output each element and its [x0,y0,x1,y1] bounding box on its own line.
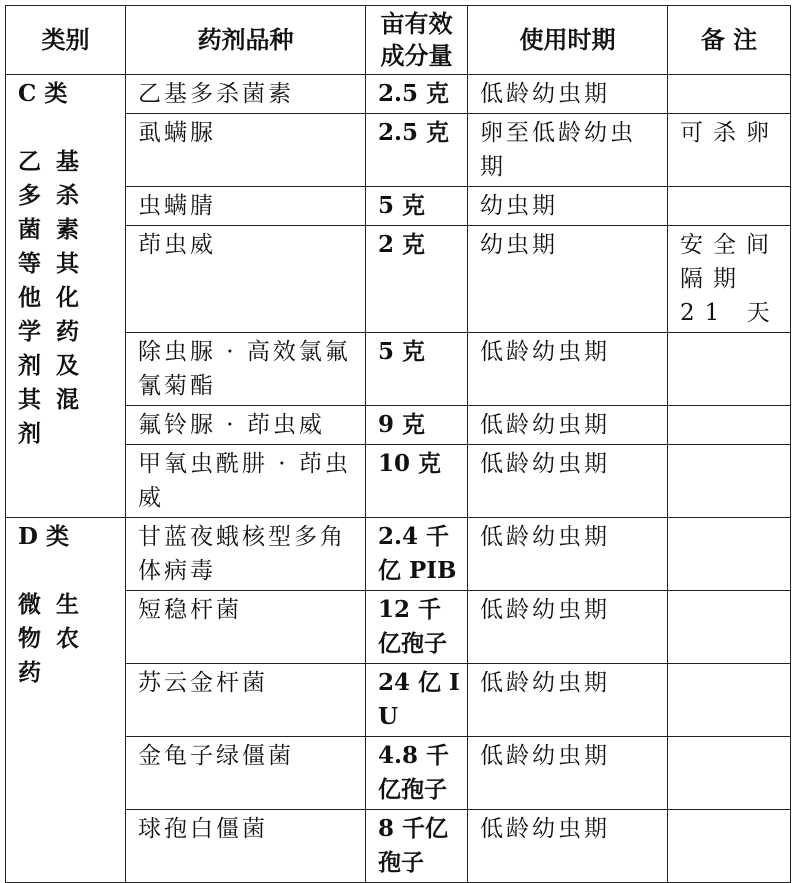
note-cell: 可杀卵 [668,114,791,187]
note-cell [668,187,791,226]
pesticide-table [5,5,791,883]
agent-cell: 甘蓝夜蛾核型多角体病毒 [126,518,366,591]
period-cell: 低龄幼虫期 [468,333,668,406]
table-row [6,75,791,114]
period-cell: 卵至低龄幼虫期 [468,114,668,187]
period-cell: 低龄幼虫期 [468,810,668,883]
table-row [6,518,791,591]
period-cell: 低龄幼虫期 [468,406,668,445]
note-cell [668,445,791,518]
agent-cell: 除虫脲 · 高效氯氟氰菊酯 [126,333,366,406]
period-cell: 低龄幼虫期 [468,518,668,591]
agent-cell: 金龟子绿僵菌 [126,737,366,810]
agent-cell: 虫螨腈 [126,187,366,226]
agent-cell: 球孢白僵菌 [126,810,366,883]
period-cell: 幼虫期 [468,226,668,333]
dose-cell: 10 克 [366,445,468,518]
dose-cell: 2.5 克 [366,114,468,187]
agent-cell: 乙基多杀菌素 [126,75,366,114]
category-d-desc: 微生物农药 [18,591,94,686]
agent-cell: 氟铃脲 · 茚虫威 [126,406,366,445]
period-cell: 低龄幼虫期 [468,737,668,810]
dose-cell: 4.8 千亿孢子 [366,737,468,810]
dose-cell: 2.4 千亿 PIB [366,518,468,591]
period-cell: 低龄幼虫期 [468,591,668,664]
header-note: 备 注 [668,6,791,75]
dose-cell: 5 克 [366,187,468,226]
period-cell: 幼虫期 [468,187,668,226]
note-cell [668,518,791,591]
header-category: 类别 [6,6,126,75]
agent-cell: 虱螨脲 [126,114,366,187]
dose-cell: 8 千亿孢子 [366,810,468,883]
dose-cell: 2.5 克 [366,75,468,114]
category-c-cell [6,75,126,518]
note-cell [668,591,791,664]
dose-cell: 24 亿 IU [366,664,468,737]
agent-cell: 苏云金杆菌 [126,664,366,737]
header-agent: 药剂品种 [126,6,366,75]
agent-cell: 短稳杆菌 [126,591,366,664]
category-d-title: D 类 [18,523,69,550]
dose-cell: 2 克 [366,226,468,333]
period-cell: 低龄幼虫期 [468,445,668,518]
agent-cell: 茚虫威 [126,226,366,333]
note-cell [668,333,791,406]
dose-cell: 5 克 [366,333,468,406]
period-cell: 低龄幼虫期 [468,664,668,737]
dose-cell: 12 千亿孢子 [366,591,468,664]
note-cell [668,664,791,737]
note-cell: 安全间隔期 21 天 [668,226,791,333]
note-cell [668,810,791,883]
note-cell [668,75,791,114]
category-d-cell [6,518,126,883]
header-period: 使用时期 [468,6,668,75]
note-cell [668,406,791,445]
agent-cell: 甲氧虫酰肼 · 茚虫威 [126,445,366,518]
header-row [6,6,791,75]
dose-cell: 9 克 [366,406,468,445]
note-cell [668,737,791,810]
category-c-desc: 乙基多杀菌素等其他化学药剂及其混剂 [18,148,94,447]
period-cell: 低龄幼虫期 [468,75,668,114]
category-c-title: C 类 [18,80,68,107]
header-dose: 亩有效成分量 [366,6,468,75]
